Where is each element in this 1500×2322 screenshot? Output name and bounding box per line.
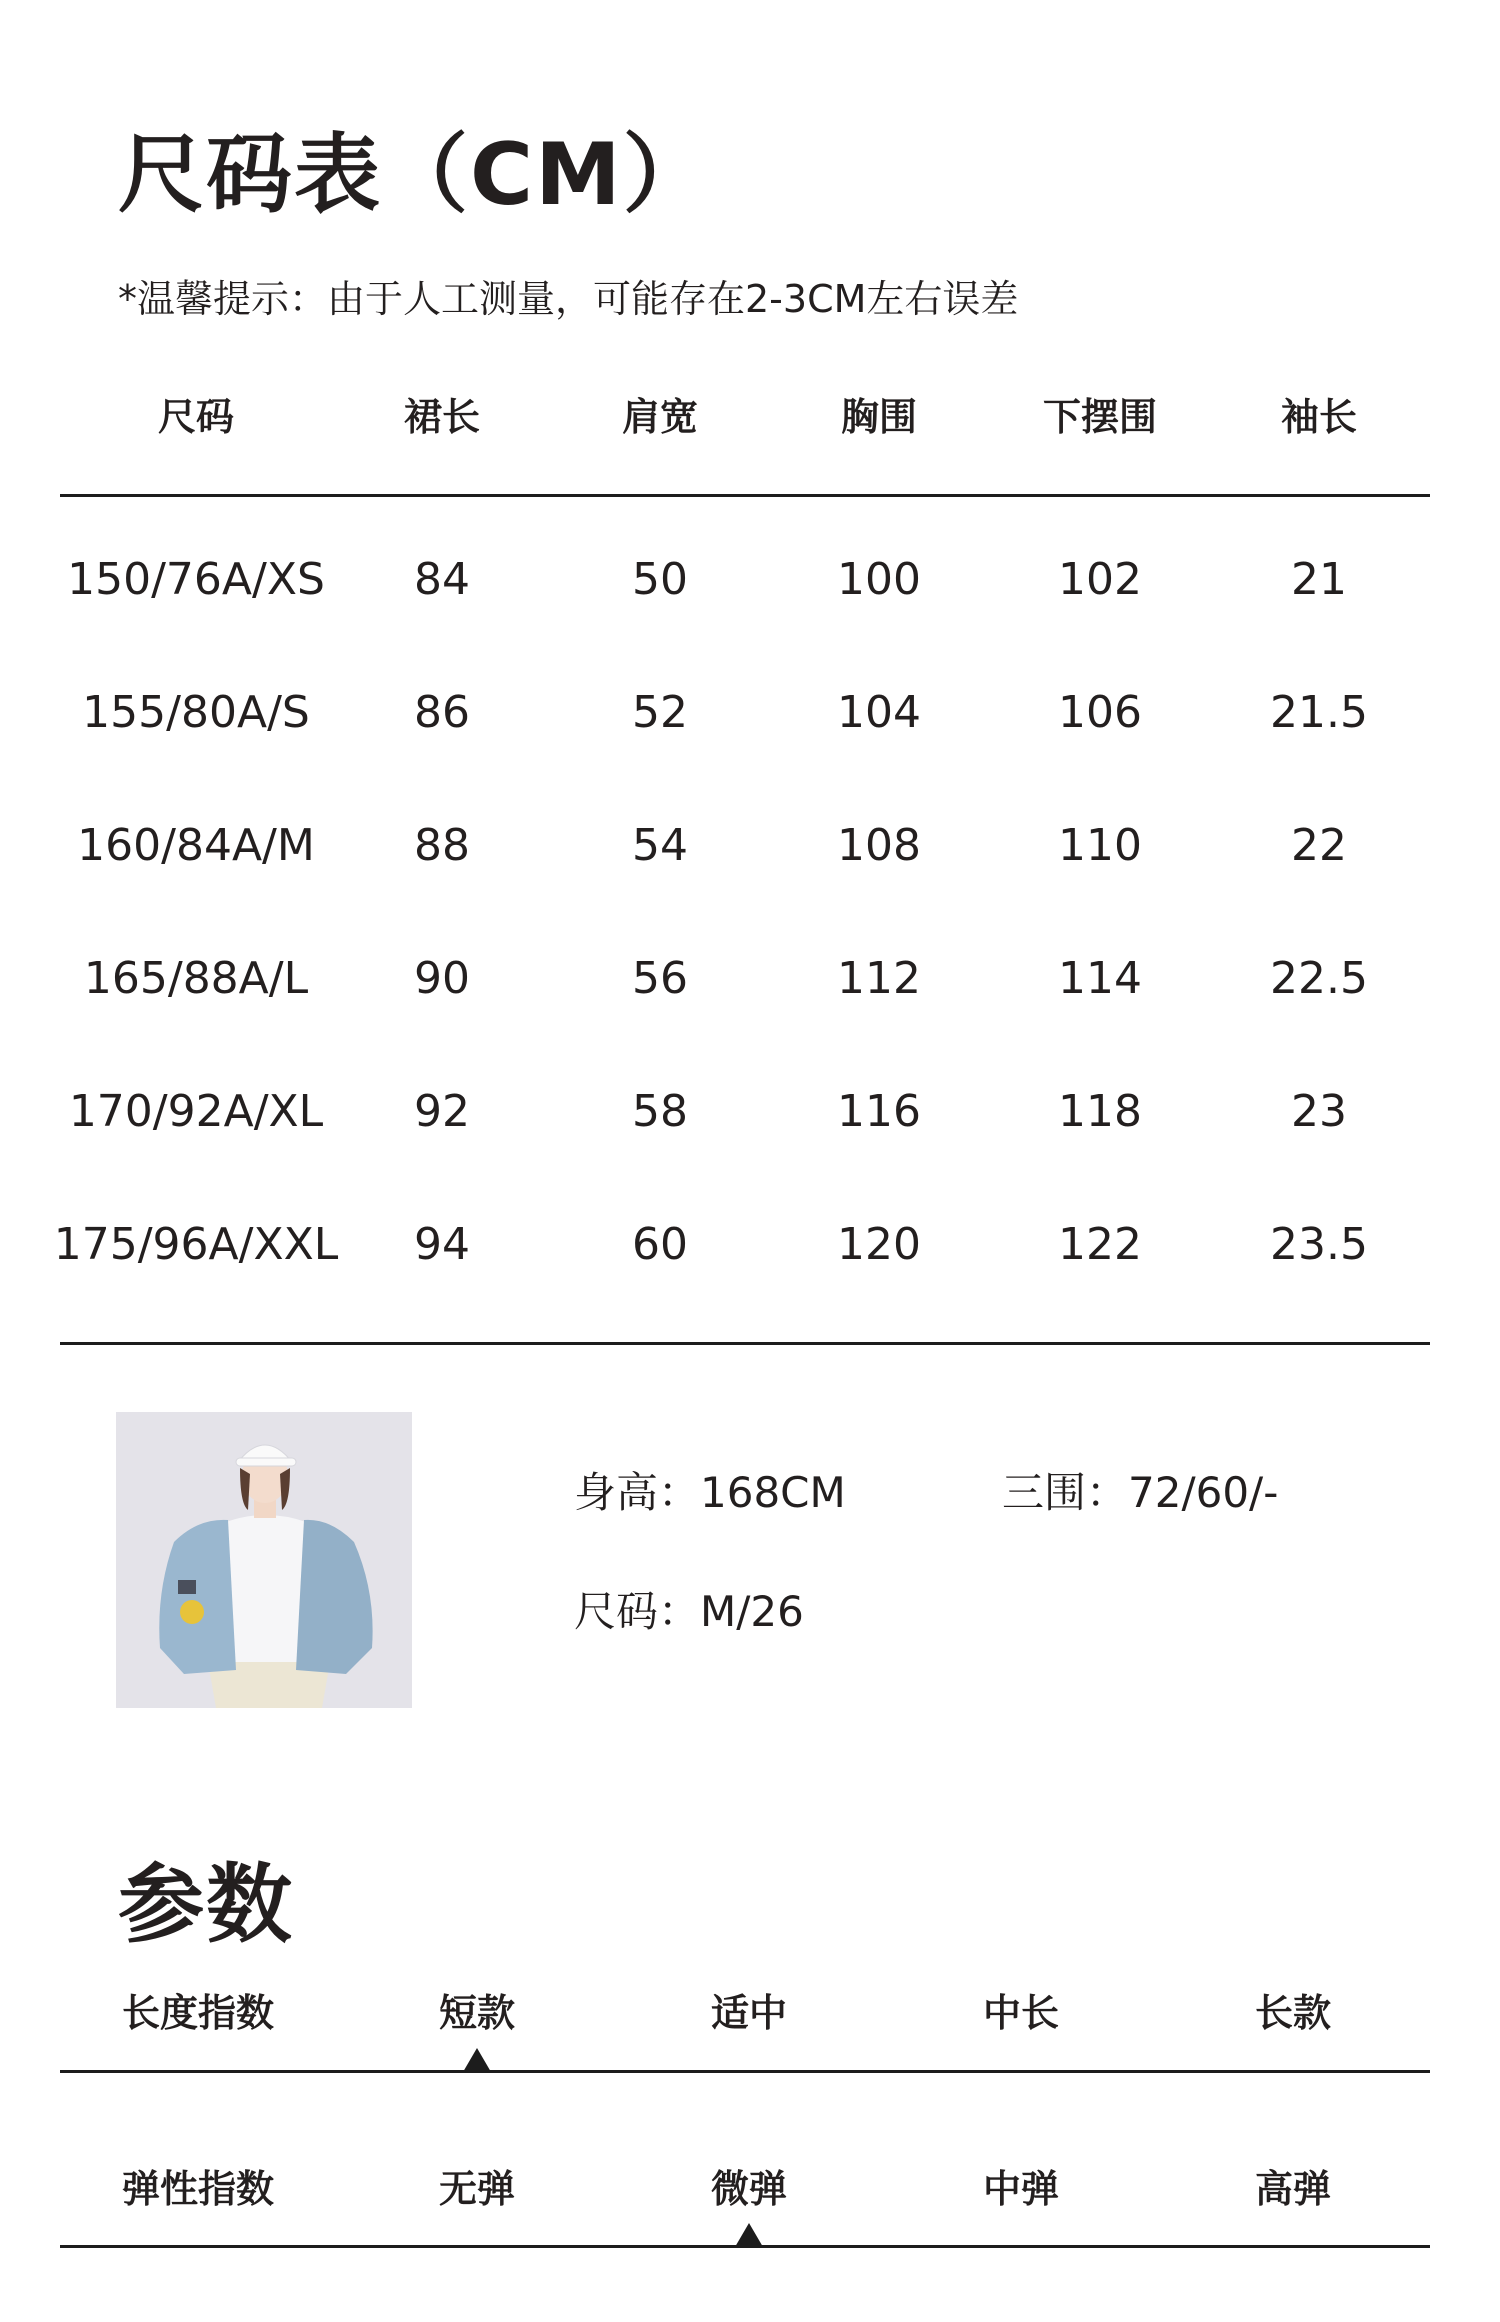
model-photo <box>116 1412 412 1708</box>
model-measurements: 三围：72/60/- <box>1002 1468 1279 1517</box>
elasticity-scale-line <box>60 2245 1430 2248</box>
table-cell: 52 <box>632 687 688 738</box>
elasticity-selected-marker <box>735 2223 763 2247</box>
table-cell: 84 <box>414 554 470 605</box>
table-cell: 94 <box>414 1219 470 1270</box>
header-size: 尺码 <box>157 395 235 439</box>
table-cell: 50 <box>632 554 688 605</box>
elasticity-option: 中弹 <box>982 2167 1060 2211</box>
length-index-label: 长度指数 <box>122 1991 275 2035</box>
table-cell: 90 <box>414 953 470 1004</box>
table-cell: 110 <box>1058 820 1142 871</box>
table-cell: 23 <box>1291 1086 1347 1137</box>
table-cell: 56 <box>632 953 688 1004</box>
header-dress-length: 裙长 <box>403 395 481 439</box>
table-cell: 86 <box>414 687 470 738</box>
table-cell: 155/80A/S <box>82 687 310 738</box>
elasticity-option: 无弹 <box>438 2167 516 2211</box>
table-cell: 21.5 <box>1270 687 1368 738</box>
elasticity-option: 微弹 <box>710 2167 788 2211</box>
table-cell: 23.5 <box>1270 1219 1368 1270</box>
table-cell: 88 <box>414 820 470 871</box>
header-sleeve: 袖长 <box>1280 395 1358 439</box>
model-size: 尺码：M/26 <box>574 1587 804 1636</box>
table-cell: 100 <box>837 554 921 605</box>
length-selected-marker <box>463 2048 491 2072</box>
params-title: 参数 <box>118 1855 294 1955</box>
length-option: 适中 <box>710 1991 788 2035</box>
length-option: 中长 <box>982 1991 1060 2035</box>
table-cell: 112 <box>837 953 921 1004</box>
measurement-tip: *温馨提示：由于人工测量，可能存在2-3CM左右误差 <box>118 277 1019 321</box>
table-cell: 118 <box>1058 1086 1142 1137</box>
header-chest: 胸围 <box>840 395 918 439</box>
length-option: 短款 <box>438 1991 516 2035</box>
table-cell: 165/88A/L <box>83 953 309 1004</box>
table-cell: 104 <box>837 687 921 738</box>
table-cell: 108 <box>837 820 921 871</box>
table-cell: 120 <box>837 1219 921 1270</box>
length-scale-line <box>60 2070 1430 2073</box>
table-bottom-rule <box>60 1342 1430 1345</box>
table-cell: 22.5 <box>1270 953 1368 1004</box>
header-hem: 下摆围 <box>1042 395 1158 439</box>
elasticity-index-label: 弹性指数 <box>122 2167 275 2211</box>
table-cell: 114 <box>1058 953 1142 1004</box>
table-top-rule <box>60 494 1430 497</box>
table-cell: 21 <box>1291 554 1347 605</box>
length-option: 长款 <box>1254 1991 1332 2035</box>
page-title: 尺码表（CM） <box>118 125 711 225</box>
table-cell: 170/92A/XL <box>68 1086 324 1137</box>
table-cell: 175/96A/XXL <box>53 1219 339 1270</box>
table-cell: 106 <box>1058 687 1142 738</box>
table-cell: 92 <box>414 1086 470 1137</box>
table-cell: 58 <box>632 1086 688 1137</box>
table-cell: 60 <box>632 1219 688 1270</box>
table-cell: 116 <box>837 1086 921 1137</box>
table-cell: 54 <box>632 820 688 871</box>
model-height: 身高：168CM <box>574 1468 846 1517</box>
table-cell: 160/84A/M <box>77 820 315 871</box>
table-cell: 22 <box>1291 820 1347 871</box>
table-cell: 102 <box>1058 554 1142 605</box>
table-cell: 122 <box>1058 1219 1142 1270</box>
header-shoulder: 肩宽 <box>621 395 699 439</box>
table-cell: 150/76A/XS <box>67 554 325 605</box>
elasticity-option: 高弹 <box>1254 2167 1332 2211</box>
